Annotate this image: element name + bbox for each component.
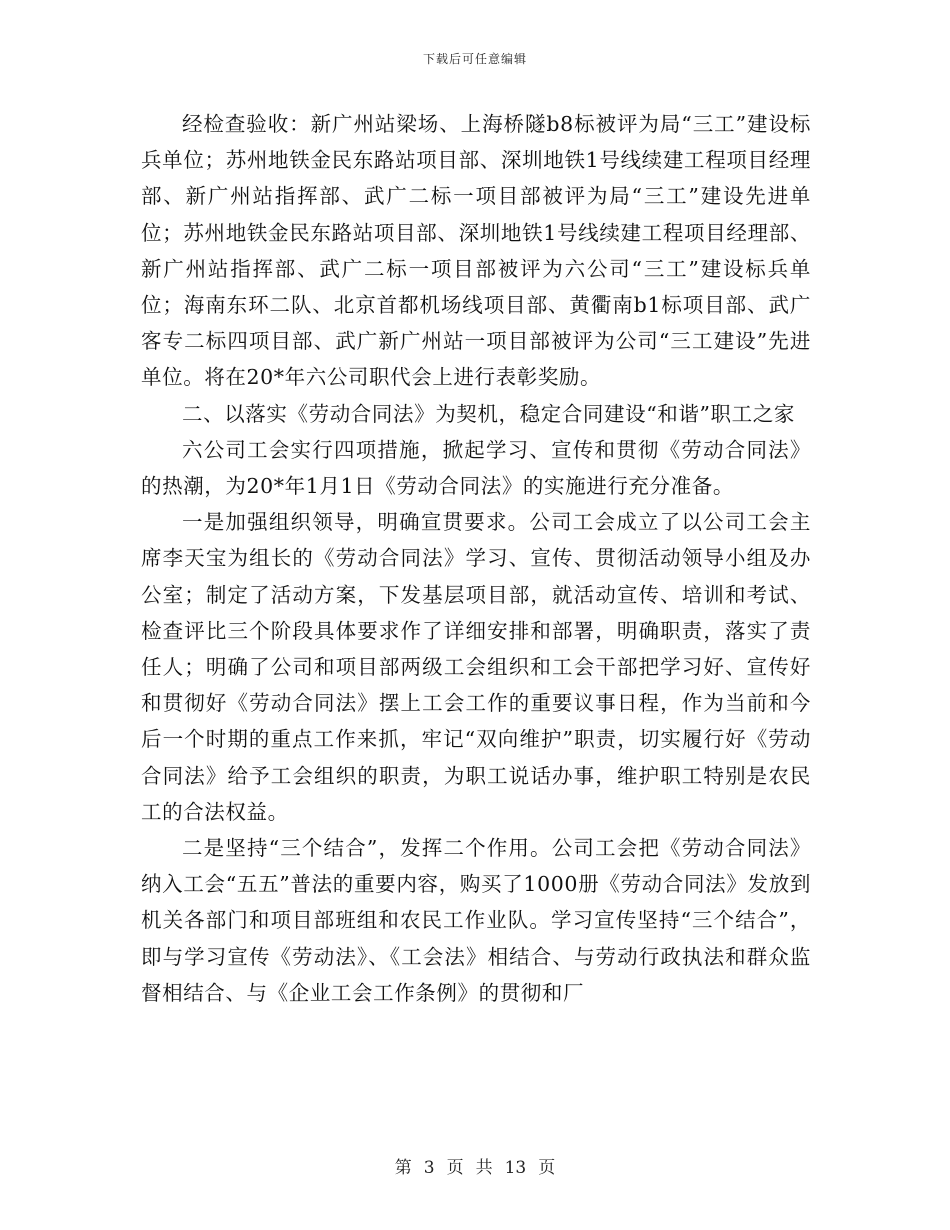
paragraph: 二是坚持“三个结合”，发挥二个作用。公司工会把《劳动合同法》纳入工会“五五”普法的重要内容，购买了1000册《劳动合同法》发放到机关各部门和项目部班组和农民工作业队。学习宣传坚持“三个结合”，即与学习宣传《劳动法》、《工会法》相结合、与劳动行政执法和群众监督相结合、与《企业工会工作条例》的贯彻和厂 (141, 836, 811, 1005)
section-heading: 二、以落实《劳动合同法》为契机，稳定合同建设“和谐”职工之家 (182, 401, 795, 426)
footer-label-unit-end: 页 (538, 1158, 556, 1178)
paragraph: 一是加强组织领导，明确宣贯要求。公司工会成立了以公司工会主席李天宝为组长的《劳动合同法》学习、宣传、贯彻活动领导小组及办公室；制定了活动方案，下发基层项目部，就活动宣传、培训和考试、检查评比三个阶段具体要求作了详细安排和部署，明确职责，落实了责任人；明确了公司和项目部两级工会组织和工会干部把学习好、宣传好和贯彻好《劳动合同法》摆上工会工作的重要议事日程，作为当前和今后一个时期的重点工作来抓，牢记“双向维护”职责，切实履行好《劳动合同法》给予工会组织的职责，为职工说话办事，维护职工特别是农民工的合法权益。 (141, 510, 811, 824)
paragraph: 六公司工会实行四项措施，掀起学习、宣传和贯彻《劳动合同法》的热潮，为20*年1月1日《劳动合同法》的实施进行充分准备。 (141, 437, 811, 499)
footer-label-total: 共 (475, 1158, 493, 1178)
footer-current-page: 3 (423, 1158, 435, 1178)
paragraph: 经检查验收：新广州站梁场、上海桥隧b8标被评为局“三工”建设标兵单位；苏州地铁金民东路站项目部、深圳地铁1号线续建工程项目经理部、新广州站指挥部、武广二标一项目部被评为局“三工”建设先进单位；苏州地铁金民东路站项目部、深圳地铁1号线续建工程项目经理部、新广州站指挥部、武广二标一项目部被评为六公司“三工”建设标兵单位；海南东环二队、北京首都机场线项目部、黄衢南b1标项目部、武广客专二标四项目部、武广新广州站一项目部被评为公司“三工建设”先进单位。将在20*年六公司职代会上进行表彰奖励。 (141, 112, 811, 390)
footer-label-page: 第 (394, 1158, 412, 1178)
page-footer (0, 1153, 950, 1178)
footer-total-pages: 13 (504, 1158, 527, 1178)
footer-label-unit: 页 (446, 1158, 464, 1178)
document-body (141, 106, 811, 1011)
page-header: 下载后可任意编辑 (422, 52, 527, 66)
